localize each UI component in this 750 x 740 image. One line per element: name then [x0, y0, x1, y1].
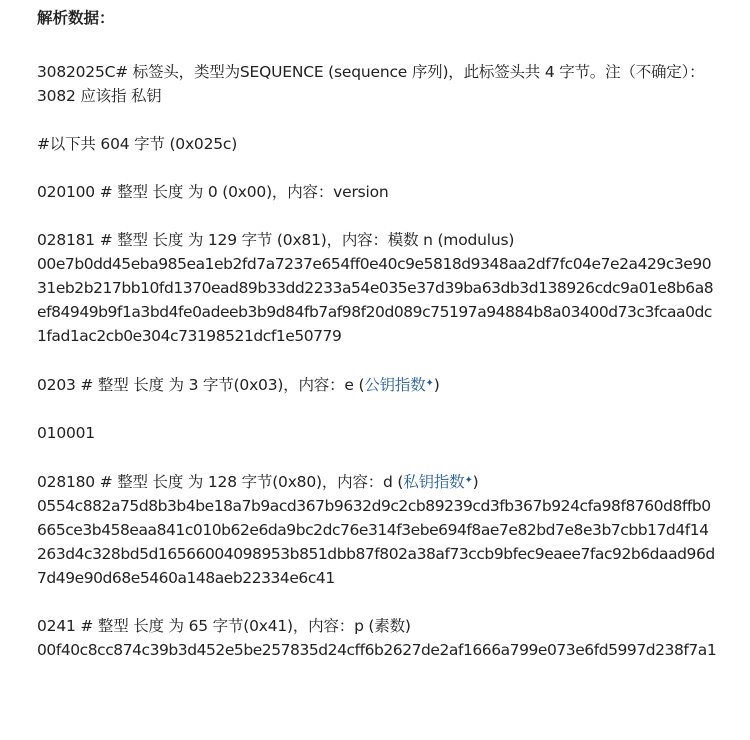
prime-p-line: 0241 # 整型 长度 为 65 字节(0x41)，内容：p (素数): [37, 617, 411, 635]
section-heading: 解析数据：: [37, 9, 115, 27]
public-exponent-link[interactable]: [364, 376, 433, 394]
header-description: [37, 60, 734, 108]
modulus-hex-block: [37, 252, 734, 348]
hex-line: 00f40c8cc874c39b3d452e5be257835d24cff6b2627de2af1666a799e073e6fd5997d238f7a1: [37, 641, 717, 659]
private-exponent-line: [37, 469, 734, 494]
private-exponent-suffix: ): [472, 473, 479, 491]
sparkle-icon: ✦: [425, 378, 434, 389]
public-exponent-prefix: 0203 # 整型 长度 为 3 字节(0x03)，内容：e (: [37, 376, 365, 394]
private-exponent-prefix: 028180 # 整型 长度 为 128 字节(0x80)，内容：d (: [37, 473, 404, 491]
private-exponent-hex-block: [37, 494, 734, 590]
prime-p-hex-block: [37, 638, 734, 662]
total-length-note: #以下共 604 字节 (0x025c): [37, 135, 238, 153]
public-exponent-line: [37, 372, 734, 397]
hex-line: 263d4c328bd5d16566004098953b851dbb87f802a38af73ccb9bfec9eaee7fac92b6daad96d: [37, 545, 715, 563]
private-exponent-link[interactable]: [403, 473, 472, 491]
hex-line: 31eb2b217bb10fd1370ead89b33dd2233a54e035e37d39ba63db3d138926cdc9a01e8b6a8: [37, 279, 714, 297]
hex-line: 00e7b0dd45eba985ea1eb2fd7a7237e654ff0e40c9e5818d9348aa2df7fc04e7e2a429c3e90: [37, 255, 712, 273]
hex-line: 0554c882a75d8b3b4be18a7b9acd367b9632d9c2cb89239cd3fb367b924cfa98f8760d8ffb0: [37, 497, 711, 515]
modulus-line: 028181 # 整型 长度 为 129 字节 (0x81)，内容：模数 n (modulus): [37, 231, 515, 249]
hex-line: 7d49e90d68e5460a148aeb22334e6c41: [37, 569, 335, 587]
version-line: 020100 # 整型 长度 为 0 (0x00)，内容：version: [37, 183, 389, 201]
hex-line: 665ce3b458eaa841c010b62e6da9bc2dc76e314f3ebe694f8ae7e82bd7e8e3b7cbb17d4f14: [37, 521, 709, 539]
public-exponent-suffix: ): [433, 376, 440, 394]
sparkle-icon: ✦: [464, 475, 473, 486]
private-exponent-link-text: 私钥指数: [403, 473, 465, 491]
hex-line: ef84949b9f1a3bd4fe0adeeb3b9d84fb7af98f20d089c75197a94884b8a03400d73c3fcaa0dc: [37, 303, 712, 321]
header-line-1: 3082025C# 标签头，类型为SEQUENCE (sequence 序列)，此标签头共 4 字节。注（不确定）：: [37, 63, 705, 81]
public-exponent-value: 010001: [37, 424, 95, 442]
hex-line: 1fad1ac2cb0e304c73198521dcf1e50779: [37, 327, 342, 345]
header-line-2: 3082 应该指 私钥: [37, 87, 162, 105]
public-exponent-link-text: 公钥指数: [364, 376, 426, 394]
